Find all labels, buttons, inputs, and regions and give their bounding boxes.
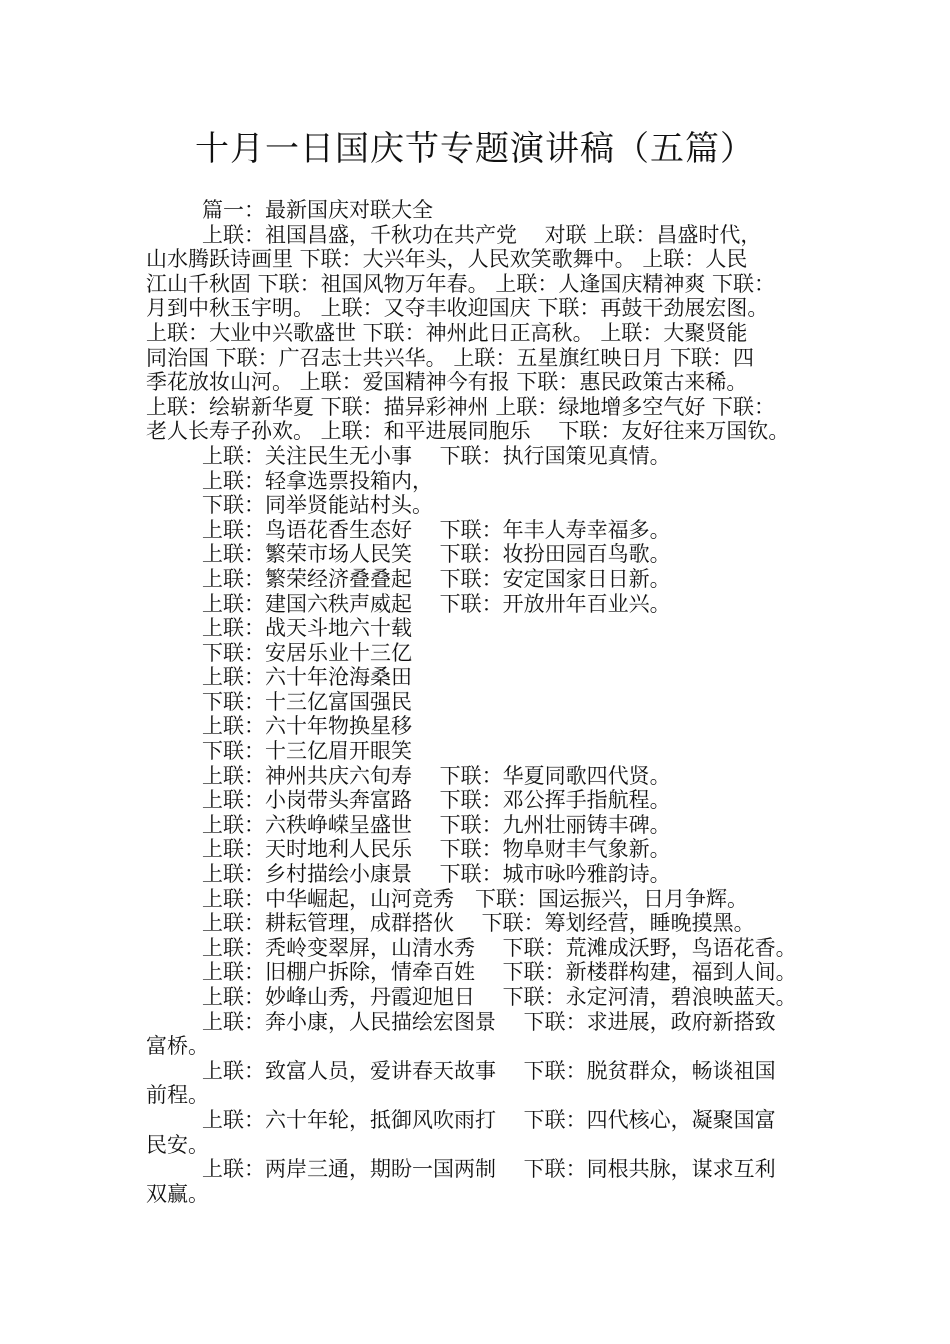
text-line: 民安。	[146, 1132, 209, 1157]
document-title: 十月一日国庆节专题演讲稿（五篇）	[195, 129, 755, 169]
text-line: 上联：中华崛起，山河竞秀 下联：国运振兴，日月争辉。	[202, 886, 748, 911]
text-line: 上联：六秩峥嵘呈盛世 下联：九州壮丽铸丰碑。	[202, 812, 671, 837]
text-line: 上联：六十年轮，抵御风吹雨打 下联：四代核心，凝聚国富	[202, 1107, 776, 1132]
text-line: 篇一：最新国庆对联大全	[202, 198, 433, 222]
text-line: 同治国 下联：广召志士共兴华。 上联：五星旗红映日月 下联：四	[146, 345, 755, 370]
text-line: 下联：十三亿富国强民	[202, 689, 412, 714]
text-line: 上联：神州共庆六旬寿 下联：华夏同歌四代贤。	[202, 763, 671, 788]
document-body	[146, 198, 818, 1206]
text-line: 上联：建国六秩声威起 下联：开放卅年百业兴。	[202, 591, 671, 616]
text-line: 上联：耕耘管理，成群搭伙 下联：筹划经营，睡晚摸黑。	[202, 911, 755, 936]
text-line: 上联：祖国昌盛，千秋功在共产党 对联 上联：昌盛时代，	[202, 222, 762, 247]
text-line: 月到中秋玉宇明。 上联：又夺丰收迎国庆 下联：再鼓干劲展宏图。	[146, 296, 769, 321]
text-line: 上联：奔小康，人民描绘宏图景 下联：求进展，政府新搭致	[202, 1009, 776, 1034]
text-line: 上联：秃岭变翠屏，山清水秀 下联：荒滩成沃野，鸟语花香。	[202, 935, 797, 960]
text-line: 山水腾跃诗画里 下联：大兴年头，人民欢笑歌舞中。 上联：人民	[146, 247, 748, 272]
text-line: 双赢。	[146, 1181, 209, 1206]
text-line: 下联：安居乐业十三亿	[202, 640, 412, 665]
text-line: 上联：小岗带头奔富路 下联：邓公挥手指航程。	[202, 788, 671, 813]
text-line: 上联：致富人员，爱讲春天故事 下联：脱贫群众，畅谈祖国	[202, 1058, 776, 1083]
text-line: 富桥。	[146, 1034, 209, 1059]
text-line: 上联：天时地利人民乐 下联：物阜财丰气象新。	[202, 837, 671, 862]
text-line: 上联：繁荣经济叠叠起 下联：安定国家日日新。	[202, 566, 671, 591]
text-line: 前程。	[146, 1083, 209, 1108]
text-line: 上联：六十年物换星移	[202, 714, 412, 739]
text-line: 上联：战天斗地六十载	[202, 616, 412, 641]
text-line: 老人长寿子孙欢。 上联：和平进展同胞乐 下联：友好往来万国钦。	[146, 419, 790, 444]
text-line: 上联：轻拿选票投箱内，	[202, 468, 433, 493]
text-line: 上联：乡村描绘小康景 下联：城市咏吟雅韵诗。	[202, 862, 671, 887]
text-line: 上联：鸟语花香生态好 下联：年丰人寿幸福多。	[202, 517, 671, 542]
text-line: 上联：旧棚户拆除，情牵百姓 下联：新楼群构建，福到人间。	[202, 960, 797, 985]
text-line: 上联：六十年沧海桑田	[202, 665, 412, 690]
text-line: 上联：繁荣市场人民笑 下联：妆扮田园百鸟歌。	[202, 542, 671, 567]
text-line: 上联：妙峰山秀，丹霞迎旭日 下联：永定河清，碧浪映蓝天。	[202, 985, 797, 1009]
text-line: 上联：大业中兴歌盛世 下联：神州此日正高秋。 上联：大聚贤能	[146, 320, 748, 345]
text-line: 上联：关注民生无小事 下联：执行国策见真情。	[202, 443, 671, 468]
text-line: 季花放妆山河。 上联：爱国精神今有报 下联：惠民政策古来稀。	[146, 370, 748, 395]
text-line: 下联：十三亿眉开眼笑	[202, 739, 412, 764]
text-line: 上联：绘崭新华夏 下联：描异彩神州 上联：绿地增多空气好 下联：	[146, 394, 776, 419]
text-line: 上联：两岸三通，期盼一国两制 下联：同根共脉，谋求互利	[202, 1157, 776, 1182]
text-line: 下联：同举贤能站村头。	[202, 493, 433, 518]
text-line: 江山千秋固 下联：祖国风物万年春。 上联：人逢国庆精神爽 下联：	[146, 271, 776, 296]
